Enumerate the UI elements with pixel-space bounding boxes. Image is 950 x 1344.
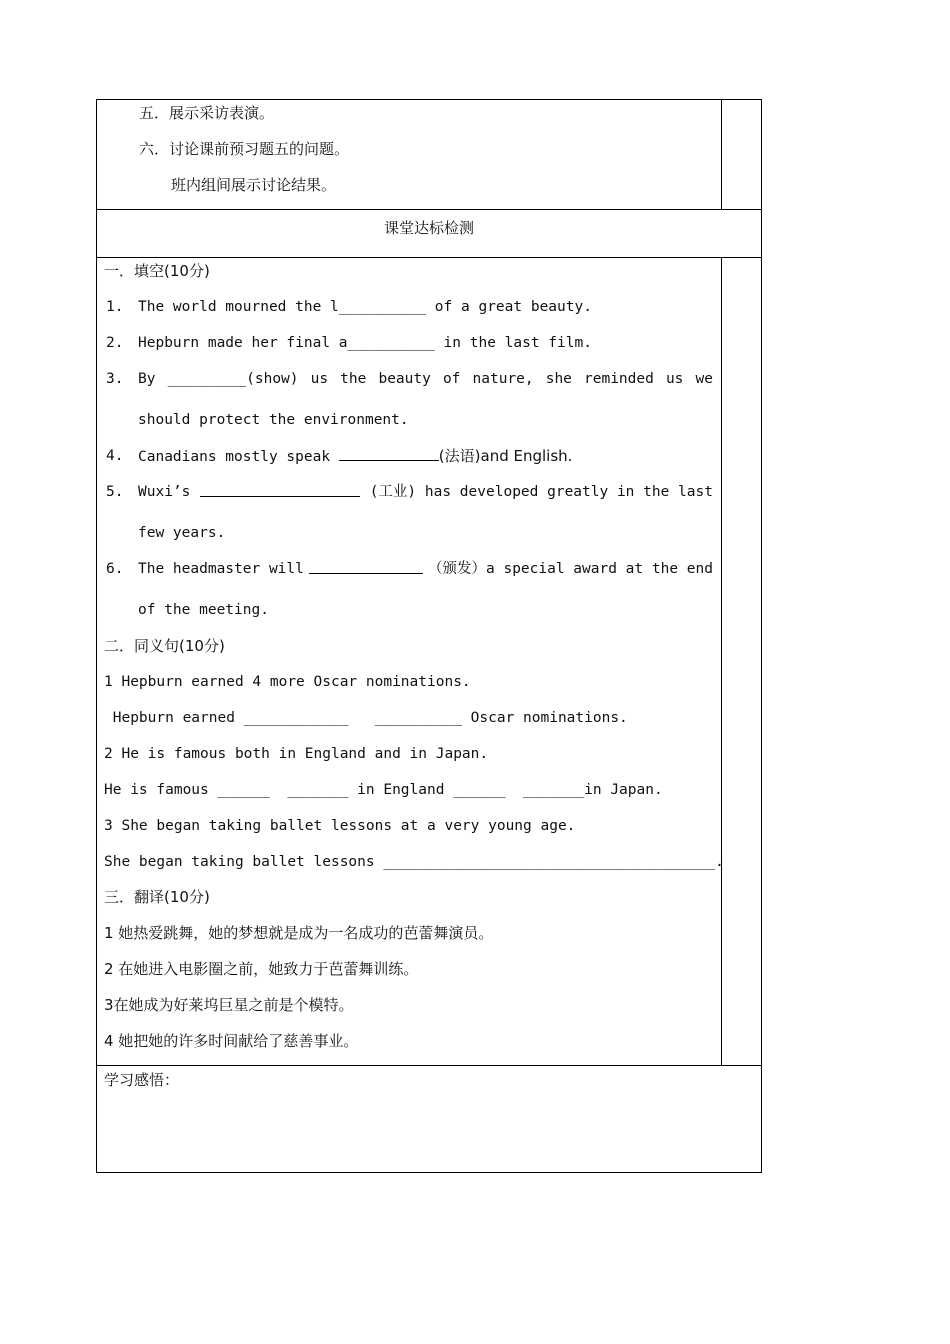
- q5-number: 5.: [106, 484, 124, 500]
- part2-line: Hepburn earned ____________ __________ Oscar nominations.: [104, 710, 628, 726]
- activity-item-5: 五．展示采访表演。: [139, 104, 275, 122]
- q3-word: reminded: [584, 371, 654, 387]
- q5-post: (工业) has developed greatly in the last: [369, 484, 713, 500]
- q4-line: [138, 446, 572, 467]
- column-divider: [721, 257, 722, 1065]
- q3-number: 3.: [106, 371, 124, 387]
- row-divider: [96, 1065, 762, 1066]
- q6-line2: of the meeting.: [138, 602, 269, 618]
- column-divider: [721, 99, 722, 209]
- q3-word: we: [695, 371, 713, 387]
- q2-text: Hepburn made her final a__________ in the last film.: [138, 335, 592, 351]
- part2-line: 2 He is famous both in England and in Japan.: [104, 746, 489, 762]
- part1-heading: 一．填空(10分): [104, 262, 210, 280]
- q6-line1: [138, 559, 713, 579]
- part2-line: She began taking ballet lessons ______________________________________.: [104, 854, 724, 870]
- q3-word: of: [442, 371, 461, 387]
- q5-line1: [138, 482, 713, 502]
- part2-line: 3 She began taking ballet lessons at a very young age.: [104, 818, 576, 834]
- q3-word: us: [665, 371, 684, 387]
- q4-blank[interactable]: [339, 446, 439, 461]
- q5-blank[interactable]: [200, 482, 360, 497]
- q2-number: 2.: [106, 335, 124, 351]
- part2-heading: 二．同义句(10分): [104, 637, 225, 655]
- q3-word: she: [545, 371, 572, 387]
- activity-item-6: 六．讨论课前预习题五的问题。: [139, 140, 350, 158]
- q3-word: nature,: [472, 371, 534, 387]
- activity-item-6-sub: 班内组间展示讨论结果。: [171, 176, 337, 194]
- q3-line2: should protect the environment.: [138, 412, 409, 428]
- part2-line: 1 Hepburn earned 4 more Oscar nominations.: [104, 674, 471, 690]
- q3-word: the: [340, 371, 367, 387]
- part3-heading: 三．翻译(10分): [104, 888, 210, 906]
- reflection-label: 学习感悟：: [104, 1071, 180, 1089]
- q6-number: 6.: [106, 561, 124, 577]
- q4-pre: Canadians mostly speak: [138, 449, 339, 465]
- q5-pre: Wuxi’s: [138, 484, 191, 500]
- q3-line1: [138, 369, 713, 389]
- q4-number: 4.: [106, 448, 124, 464]
- q1-text: The world mourned the l__________ of a great beauty.: [138, 299, 592, 315]
- q1-number: 1.: [106, 299, 124, 315]
- part3-line: 1 她热爱跳舞，她的梦想就是成为一名成功的芭蕾舞演员。: [104, 924, 494, 942]
- q5-line2: few years.: [138, 525, 226, 541]
- row-divider: [96, 209, 762, 210]
- q4-post: (法语)and English.: [438, 447, 573, 465]
- q3-word: us: [310, 371, 329, 387]
- row-divider: [96, 257, 762, 258]
- q6-pre: The headmaster will: [138, 561, 304, 577]
- q3-word: By: [138, 371, 156, 387]
- part3-line: 4 她把她的许多时间献给了慈善事业。: [104, 1032, 359, 1050]
- part3-line: 2 在她进入电影圈之前，她致力于芭蕾舞训练。: [104, 960, 419, 978]
- q3-word: beauty: [378, 371, 431, 387]
- section-title: 课堂达标检测: [383, 219, 474, 237]
- q3-word: _________(show): [167, 371, 299, 387]
- part3-line: 3在她成为好莱坞巨星之前是个模特。: [104, 996, 354, 1014]
- part2-line: He is famous ______ _______ in England ______ _______in Japan.: [104, 782, 663, 798]
- q6-blank[interactable]: [309, 559, 423, 574]
- q6-post: （颁发）a special award at the end: [428, 561, 713, 577]
